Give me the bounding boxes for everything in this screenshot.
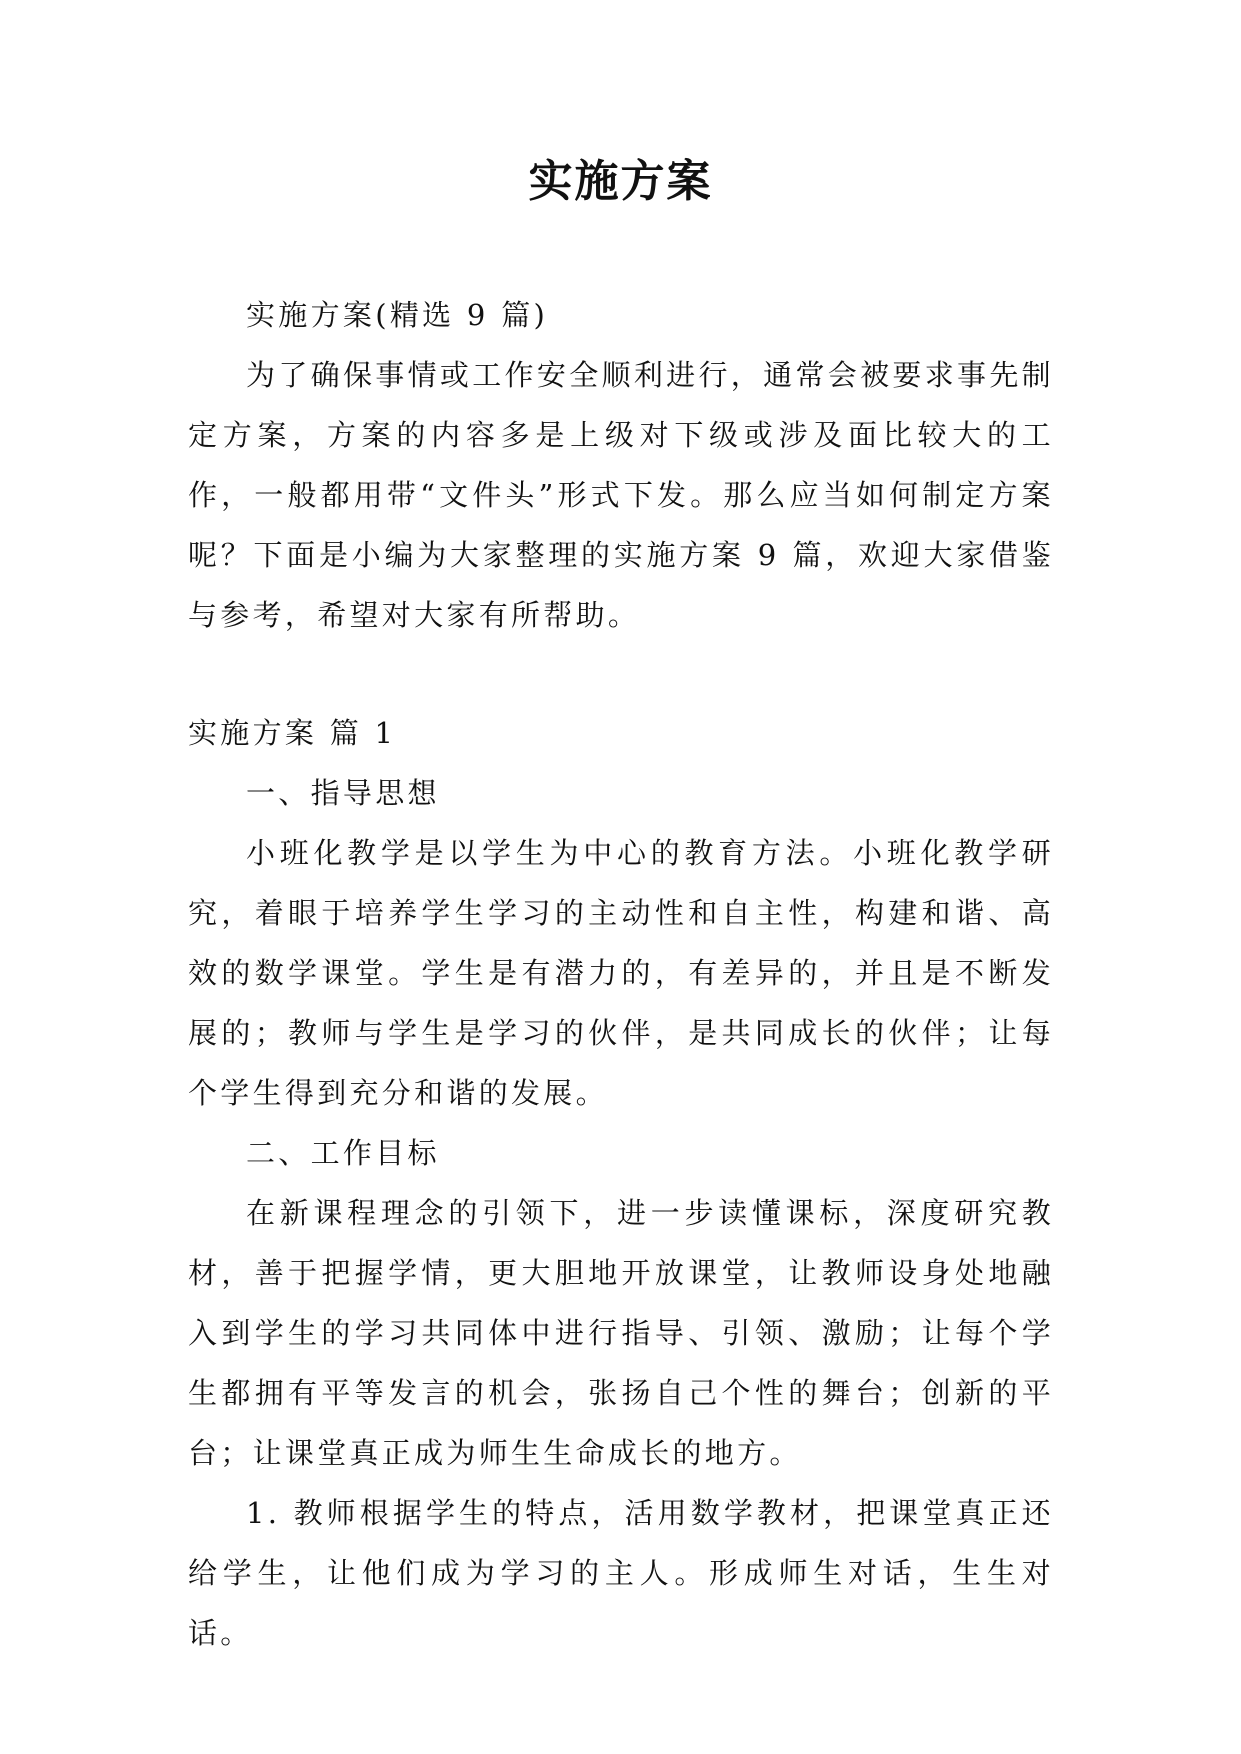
intro-paragraph: 为了确保事情或工作安全顺利进行，通常会被要求事先制定方案，方案的内容多是上级对下级或涉及面比较大的工作，一般都用带“文件头”形式下发。那么应当如何制定方案呢？下面是小编为大家整理的实施方案 9 篇，欢迎大家借鉴与参考，希望对大家有所帮助。 xyxy=(188,358,1054,632)
numbered-item-1: 1. 教师根据学生的特点，活用数学教材，把课堂真正还给学生，让他们成为学习的主人。形成师生对话，生生对话。 xyxy=(188,1496,1054,1650)
section-heading: 实施方案 篇 1 xyxy=(188,716,397,750)
subheading-guiding-thought: 一、指导思想 xyxy=(246,776,440,810)
document-body xyxy=(188,285,1054,1663)
document-subtitle: 实施方案(精选 9 篇) xyxy=(246,298,549,332)
guiding-thought-paragraph: 小班化教学是以学生为中心的教育方法。小班化教学研究，着眼于培养学生学习的主动性和自主性，构建和谐、高效的数学课堂。学生是有潜力的，有差异的，并且是不断发展的；教师与学生是学习的伙伴，是共同成长的伙伴；让每个学生得到充分和谐的发展。 xyxy=(188,836,1054,1110)
work-goals-paragraph: 在新课程理念的引领下，进一步读懂课标，深度研究教材，善于把握学情，更大胆地开放课堂，让教师设身处地融入到学生的学习共同体中进行指导、引领、激励；让每个学生都拥有平等发言的机会，张扬自己个性的舞台；创新的平台；让课堂真正成为师生生命成长的地方。 xyxy=(188,1196,1054,1470)
section-spacer xyxy=(188,645,1054,703)
document-title: 实施方案 xyxy=(528,156,713,207)
subheading-work-goals: 二、工作目标 xyxy=(246,1136,440,1170)
